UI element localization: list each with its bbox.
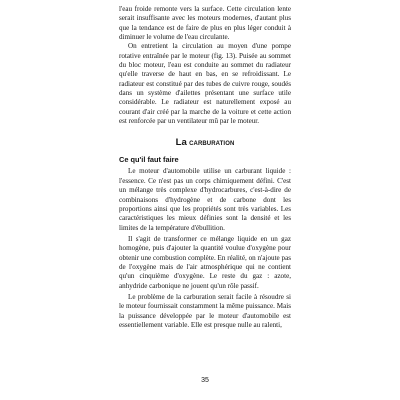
section-title-lead: La [175,137,187,149]
subsection-title: Ce qu'il faut faire [119,155,179,165]
paragraph-fuel: Le moteur d'automobile utilise un carburant liquide : l'essence. Ce n'est pas un corps chimiquement défini. C'est un mélange très complexe d'hydrocarbures, c'est-à-dire de combinaisons d'hydrogène et de carbone dont les proportions ainsi que les propriétés sont très variables. Les caractéristiques les mieux définies sont la densité et les limites de la température d'ébullition. [119,167,291,232]
page-number: 35 [201,377,209,384]
paragraph-problem: Le problème de la carburation serait facile à résoudre si le moteur fournissait constamment la même puissance. Mais la puissance développée par le moteur d'automobile est essentiellement variable. Elle est presque nulle au ralenti, [119,292,291,329]
paragraph-water-pump: On entretient la circulation au moyen d'une pompe rotative entraînée par le moteur (fig. 13). Puisée au sommet du bloc moteur, l'eau est conduite au sommet du radiateur qu'elle traverse de haut en bas, en se refroidissant. Le radiateur est constitué par des tubes de cuivre rouge, soudés dans un système d'ailettes présentant une surface utile considérable. Le radiateur est naturellement exposé au courant d'air créé par la marche de la voiture et cette action est renforcée par un ventilateur mû par le moteur. [119,42,291,126]
paragraph-cooling-continued: l'eau froide remonte vers la surface. Cette circulation lente serait insuffisante avec les moteurs modernes, d'autant plus que la tendance est de faire de plus en plus léger conduit à diminuer le volume de l'eau circulante. [119,5,291,42]
paragraph-mixture: Il s'agit de transformer ce mélange liquide en un gaz homogène, puis d'ajouter la quantité voulue d'oxygène pour obtenir une combustion complète. En réalité, on n'ajoute pas de l'oxygène mais de l'air atmosphérique qui ne contient qu'un cinquième d'oxygène. Le reste du gaz : azote, anhydride carbonique ne jouent qu'un rôle passif. [119,234,291,290]
section-title-carburation [119,138,291,148]
book-page [119,5,291,330]
section-title-rest: carburation [189,138,235,148]
